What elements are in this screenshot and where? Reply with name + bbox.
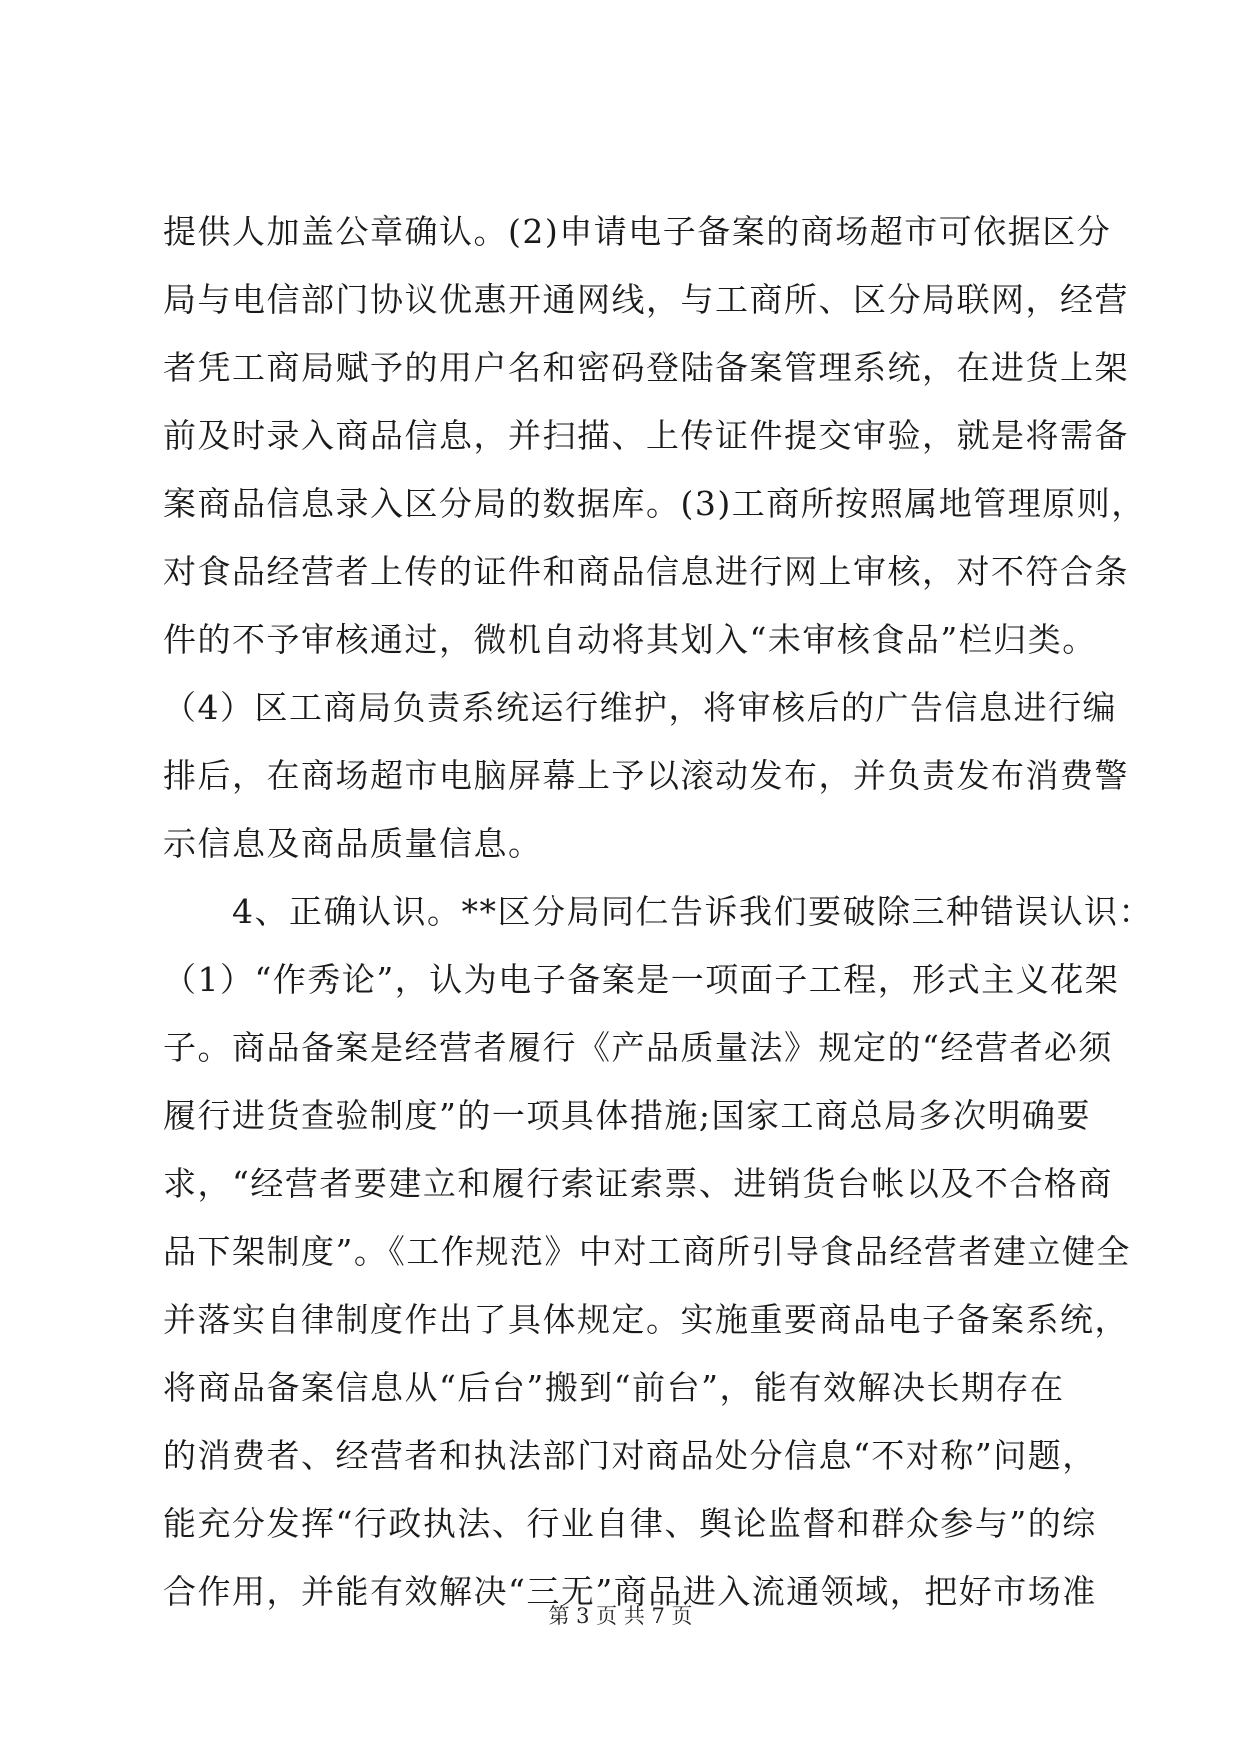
text-line-16: 品下架制度”。《工作规范》中对工商所引导食品经营者建立健全: [163, 1232, 1131, 1271]
text-line-2: 局与电信部门协议优惠开通网线，与工商所、区分局联网，经营: [163, 280, 1129, 319]
text-line-5: 案商品信息录入区分局的数据库。(3)工商所按照属地管理原则，: [163, 484, 1146, 523]
text-line-18: 将商品备案信息从“后台”搬到“前台”，能有效解决长期存在: [163, 1368, 1065, 1407]
text-line-9: 排后，在商场超市电脑屏幕上予以滚动发布，并负责发布消费警: [163, 756, 1129, 795]
text-line-13: 子。商品备案是经营者履行《产品质量法》规定的“经营者必须: [163, 1028, 1113, 1067]
text-line-12: （1）“作秀论”，认为电子备案是一项面子工程，形式主义花架: [163, 960, 1120, 999]
text-line-4: 前及时录入商品信息，并扫描、上传证件提交审验，就是将需备: [163, 416, 1129, 455]
text-line-17: 并落实自律制度作出了具体规定。实施重要商品电子备案系统，: [163, 1300, 1129, 1339]
text-line-6: 对食品经营者上传的证件和商品信息进行网上审核，对不符合条: [163, 552, 1129, 591]
text-line-14: 履行进货查验制度”的一项具体措施;国家工商总局多次明确要: [163, 1096, 1091, 1135]
text-line-11: 4、正确认识。**区分局同仁告诉我们要破除三种错误认识：: [163, 892, 1153, 931]
text-line-8: （4）区工商局负责系统运行维护，将审核后的广告信息进行编: [163, 688, 1117, 727]
page-footer: 第 3 页 共 7 页: [548, 1604, 693, 1628]
text-line-20: 能充分发挥“行政执法、行业自律、舆论监督和群众参与”的综: [163, 1504, 1097, 1543]
text-line-3: 者凭工商局赋予的用户名和密码登陆备案管理系统，在进货上架: [163, 348, 1129, 387]
text-line-19: 的消费者、经营者和执法部门对商品处分信息“不对称”问题，: [163, 1436, 1097, 1475]
text-line-1: 提供人加盖公章确认。(2)申请电子备案的商场超市可依据区分: [163, 212, 1112, 251]
text-line-7: 件的不予审核通过，微机自动将其划入“未审核食品”栏归类。: [163, 620, 1097, 659]
text-line-10: 示信息及商品质量信息。: [163, 824, 543, 863]
text-line-21: 合作用，并能有效解决“三无”商品进入流通领域，把好市场准: [163, 1572, 1097, 1611]
text-line-15: 求，“经营者要建立和履行索证索票、进销货台帐以及不合格商: [163, 1164, 1113, 1203]
